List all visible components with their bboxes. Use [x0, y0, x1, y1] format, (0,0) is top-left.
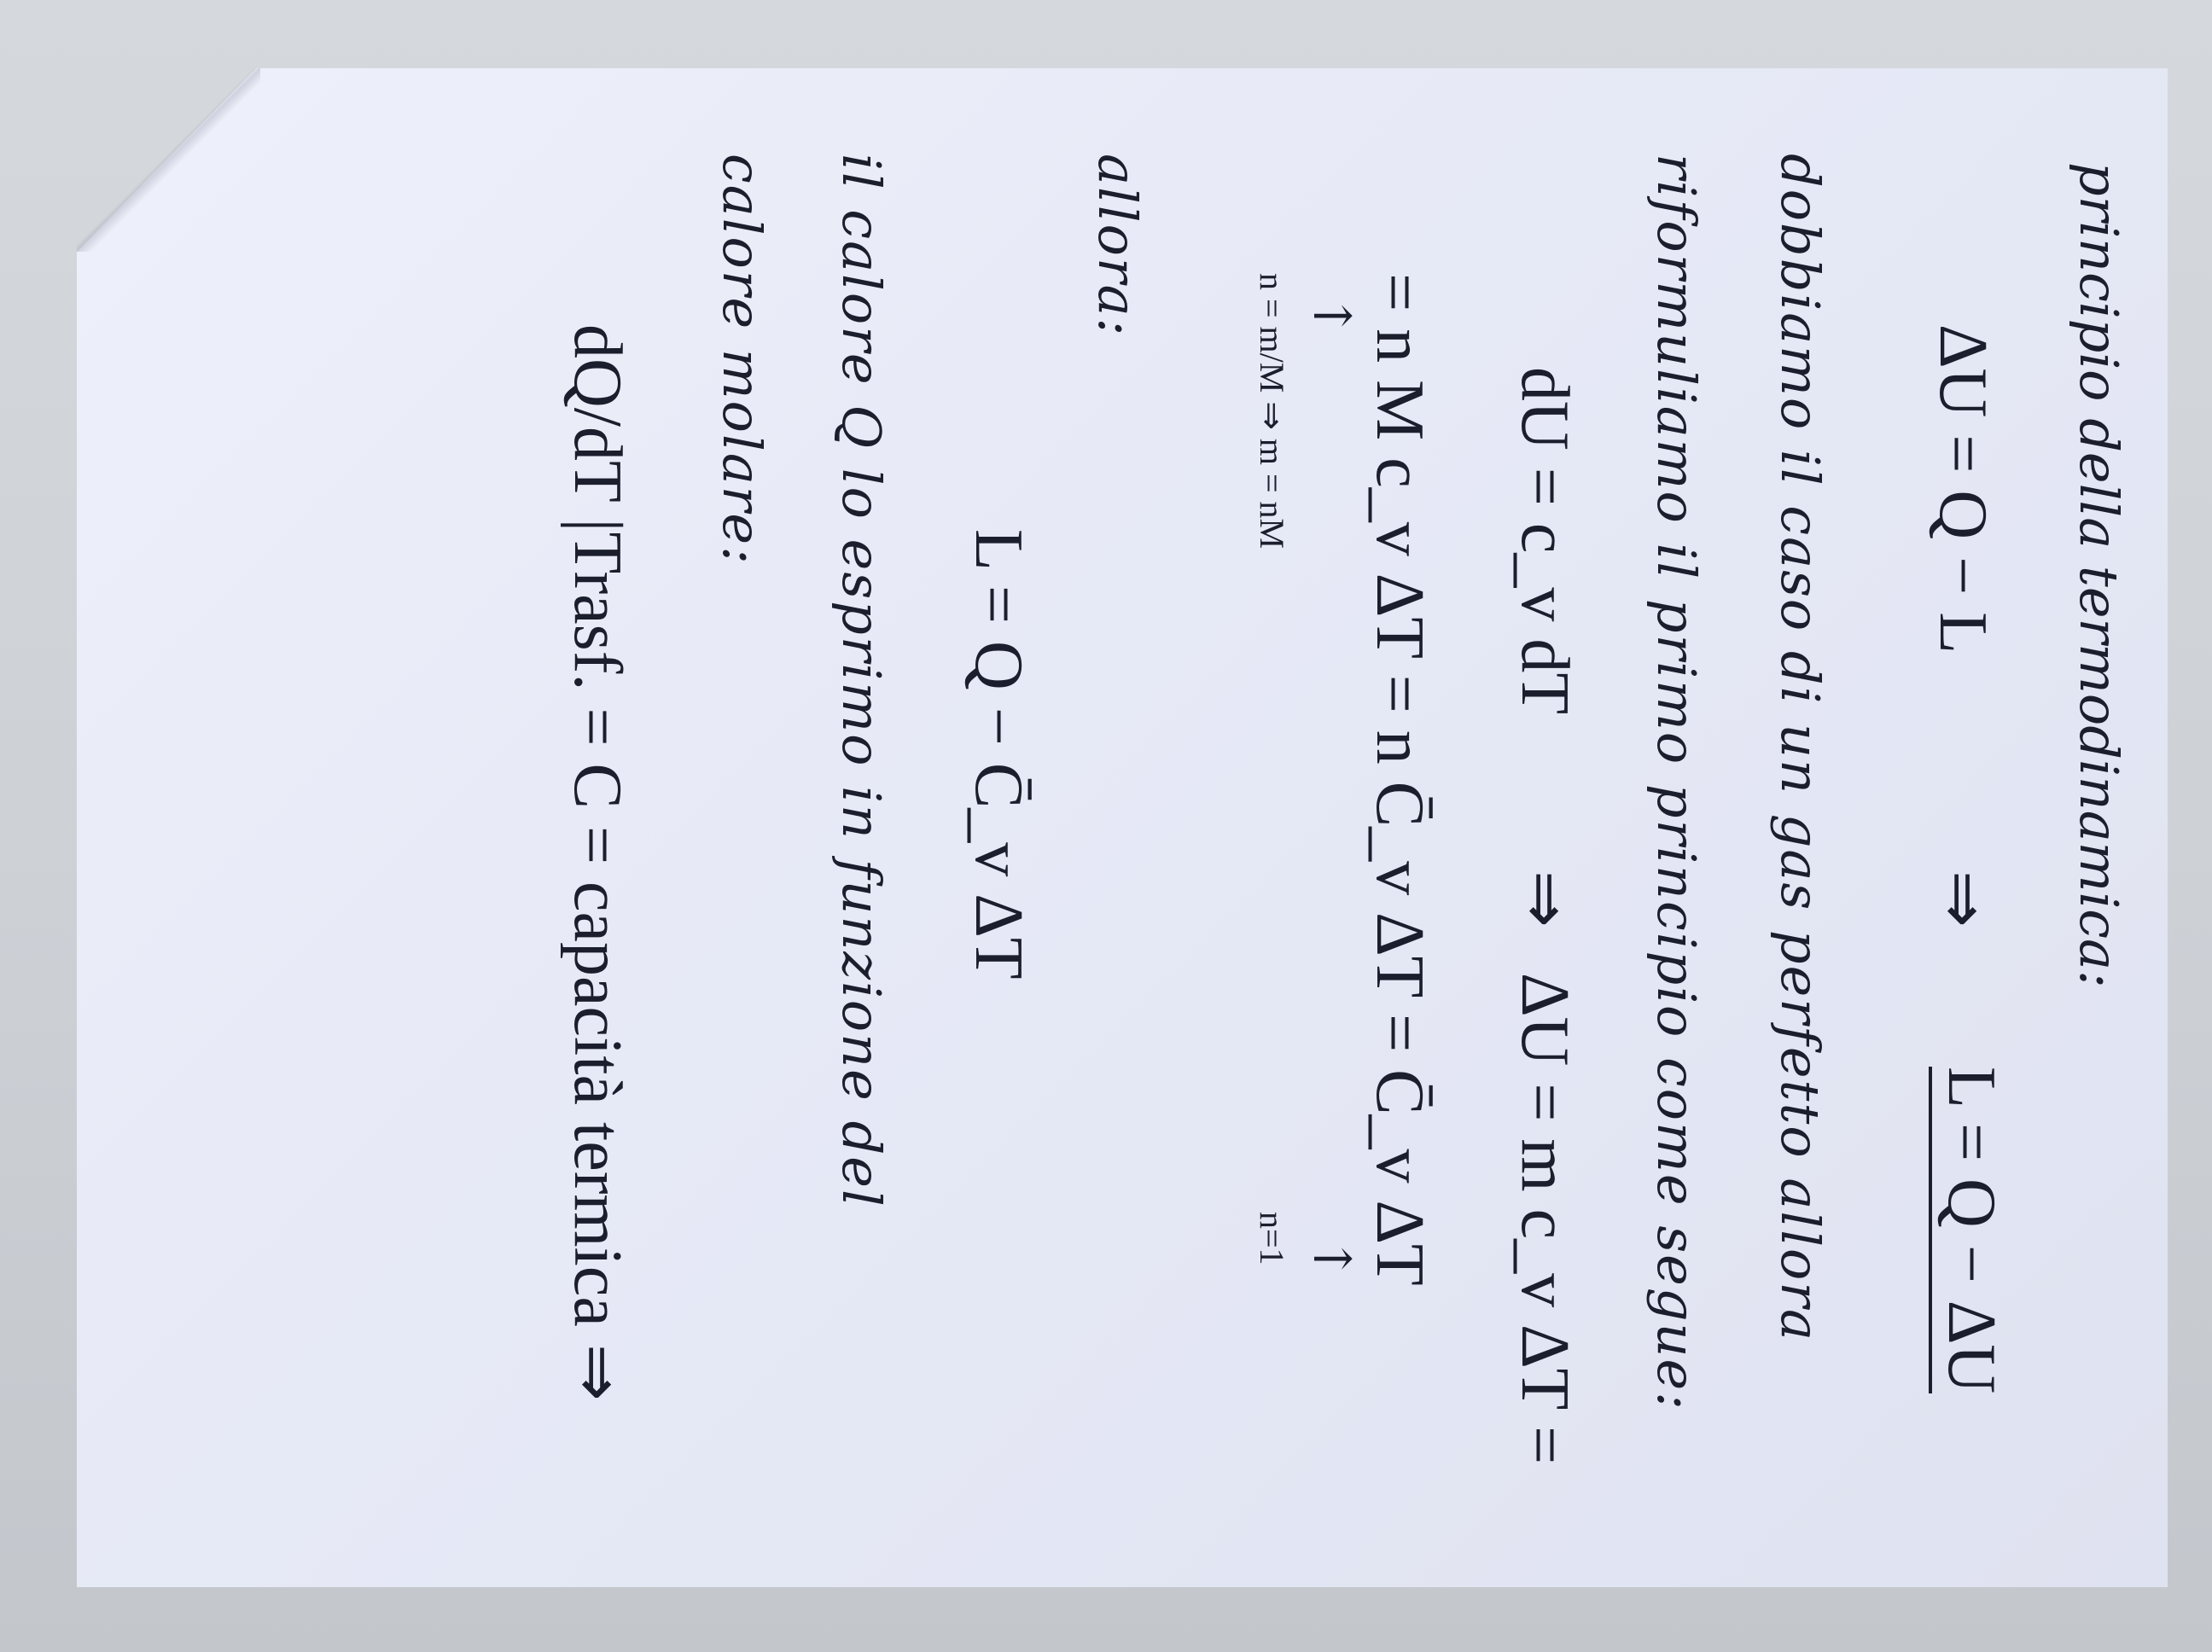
implies-arrow: ⇒: [1925, 870, 2000, 928]
allora-label: allora:: [1086, 154, 1149, 338]
prose-line-3: il calore Q lo esprimo in funzione del: [830, 154, 893, 1208]
work-molar-equation: L = Q − C̄_v ΔT: [961, 529, 1036, 980]
prose-line-2: riformuliamo il primo principio come segue:: [1645, 154, 1708, 1412]
prose-line-1: dobbiamo il caso di un gas perfetto allora: [1769, 154, 1831, 1342]
up-arrow-icon-2: ↑: [1301, 1237, 1361, 1281]
notes-heading: principio della termodinamica:: [2068, 162, 2130, 988]
work-equation: L = Q − ΔU: [1929, 1067, 2005, 1393]
mole-relation-note: n = m/M ⇒ m = nM: [1253, 273, 1291, 550]
handwritten-notes: [94, 102, 2168, 1604]
one-mole-note: n=1: [1253, 1212, 1291, 1265]
deltaU-equation: ΔU = m c_v ΔT =: [1507, 973, 1582, 1465]
up-arrow-icon: ↑: [1301, 294, 1361, 338]
prose-line-4: calore molare:: [711, 154, 773, 567]
deltaU-chain-equation: = n M c_v ΔT = n C̄_v ΔT = C̄_v ΔT: [1362, 273, 1437, 1286]
molar-heat-equation: dQ/dT |Trasf. = C = capacità termica ⇒: [560, 324, 635, 1401]
dU-equation: dU = c_v dT: [1507, 367, 1582, 715]
implies-arrow-2: ⇒: [1507, 870, 1582, 928]
first-law-equation: ΔU = Q − L: [1925, 324, 2000, 654]
